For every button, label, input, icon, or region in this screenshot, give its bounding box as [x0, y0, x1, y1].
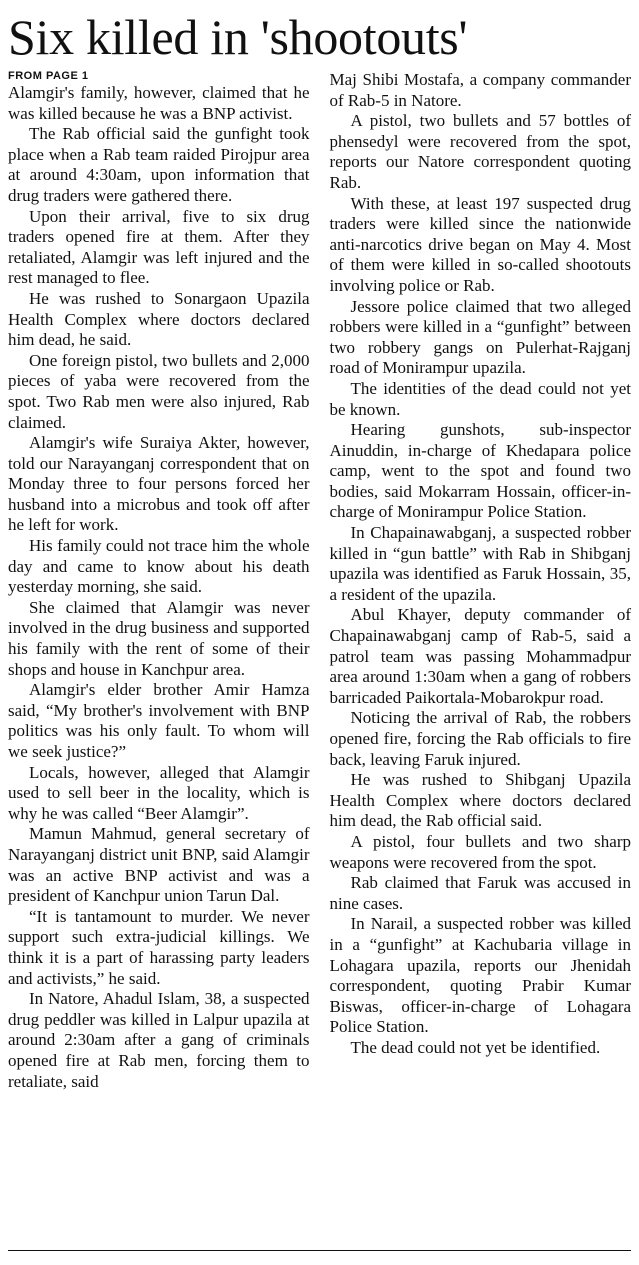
right-column [330, 70, 632, 1092]
paragraph: With these, at least 197 suspected drug traders were killed since the nationwide anti-narcotics drive began on May 4. Most of them were killed in so-called shootouts involving police or Rab. [329, 193, 631, 295]
paragraph: Rab claimed that Faruk was accused in nine cases. [329, 873, 631, 913]
paragraph: Alamgir's elder brother Amir Hamza said, “My brother's involvement with BNP politics was his only fault. To whom will we seek justice?” [8, 680, 310, 761]
paragraph: He was rushed to Sonargaon Upazila Health Complex where doctors declared him dead, he said. [8, 288, 310, 350]
paragraph: One foreign pistol, two bullets and 2,000 pieces of yaba were recovered from the spot. Two Rab men were also injured, Rab claimed. [8, 350, 310, 432]
paragraph: Mamun Mahmud, general secretary of Narayanganj district unit BNP, said Alamgir was an active BNP activist and was a president of Kanchpur union Tarun Dal. [8, 824, 310, 906]
paragraph: In Natore, Ahadul Islam, 38, a suspected drug peddler was killed in Lalpur upazila at around 2:30am after a gang of criminals opened fire at Rab men, forcing them to retaliate, said [8, 989, 310, 1091]
paragraph: His family could not trace him the whole day and came to know about his death yesterday morning, she said. [8, 536, 310, 597]
left-column [8, 70, 310, 1092]
bottom-divider [8, 1250, 631, 1251]
paragraph: Jessore police claimed that two alleged robbers were killed in a “gunfight” between two robbery gangs on Pulerhat-Rajganj road of Monirampur upazila. [329, 296, 631, 378]
paragraph: Abul Khayer, deputy commander of Chapainawabganj camp of Rab-5, said a patrol team was passing Mohammadpur area around 1:30am when a gang of robbers barricaded Paikortala-Mobarokpur road. [329, 605, 631, 707]
paragraph: The dead could not yet be identified. [350, 1037, 601, 1057]
paragraph: The identities of the dead could not yet be known. [329, 378, 631, 419]
paragraph: In Narail, a suspected robber was killed in a “gunfight” at Kachubaria village in Lohagara upazila, reports our Jhenidah correspondent, quoting Prabir Kumar Biswas, officer-in-charge of Lohagara Police Station. [329, 914, 631, 1037]
paragraph: He was rushed to Shibganj Upazila Health Complex where doctors declared him dead, the Rab official said. [329, 770, 631, 831]
paragraph: She claimed that Alamgir was never involved in the drug business and supported his family with the rent of some of their shops and house in Kanchpur area. [8, 597, 310, 679]
paragraph: “It is tantamount to murder. We never support such extra-judicial killings. We think it is a part of harassing party leaders and activists,” he said. [8, 906, 310, 988]
continuation-kicker: FROM PAGE 1 [8, 70, 89, 82]
paragraph: Locals, however, alleged that Alamgir used to sell beer in the locality, which is why he was called “Beer Alamgir”. [8, 762, 310, 823]
paragraph: Upon their arrival, five to six drug traders opened fire at them. After they retaliated, Alamgir was left injured and the rest managed to flee. [8, 206, 310, 288]
paragraph: Alamgir's wife Suraiya Akter, however, told our Narayanganj correspondent that on Monday three to four persons forced her husband into a microbus and took off after he left for work. [8, 433, 310, 535]
paragraph: Alamgir's family, however, claimed that he was killed because he was a BNP activist. [8, 83, 310, 123]
article-body [8, 70, 631, 1092]
paragraph: The Rab official said the gunfight took place when a Rab team raided Pirojpur area at around 4:30am, upon information that drug traders were gathered there. [8, 124, 310, 205]
headline: Six killed in 'shootouts' [8, 9, 468, 65]
paragraph: Noticing the arrival of Rab, the robbers opened fire, forcing the Rab officials to fire back, leaving Faruk injured. [329, 708, 631, 769]
paragraph: A pistol, two bullets and 57 bottles of phensedyl were recovered from the spot, reports our Natore correspondent quoting Rab. [329, 111, 631, 192]
paragraph: Maj Shibi Mostafa, a company commander of Rab-5 in Natore. [329, 70, 631, 110]
paragraph: A pistol, four bullets and two sharp weapons were recovered from the spot. [329, 831, 631, 872]
paragraph: Hearing gunshots, sub-inspector Ainuddin, in-charge of Khedapara police camp, went to the spot and found two bodies, said Mokarram Hossain, officer-in-charge of Monirampur Police Station. [329, 420, 631, 522]
paragraph: In Chapainawabganj, a suspected robber killed in “gun battle” with Rab in Shibganj upazila was identified as Faruk Hossain, 35, a resident of the upazila. [329, 523, 631, 604]
